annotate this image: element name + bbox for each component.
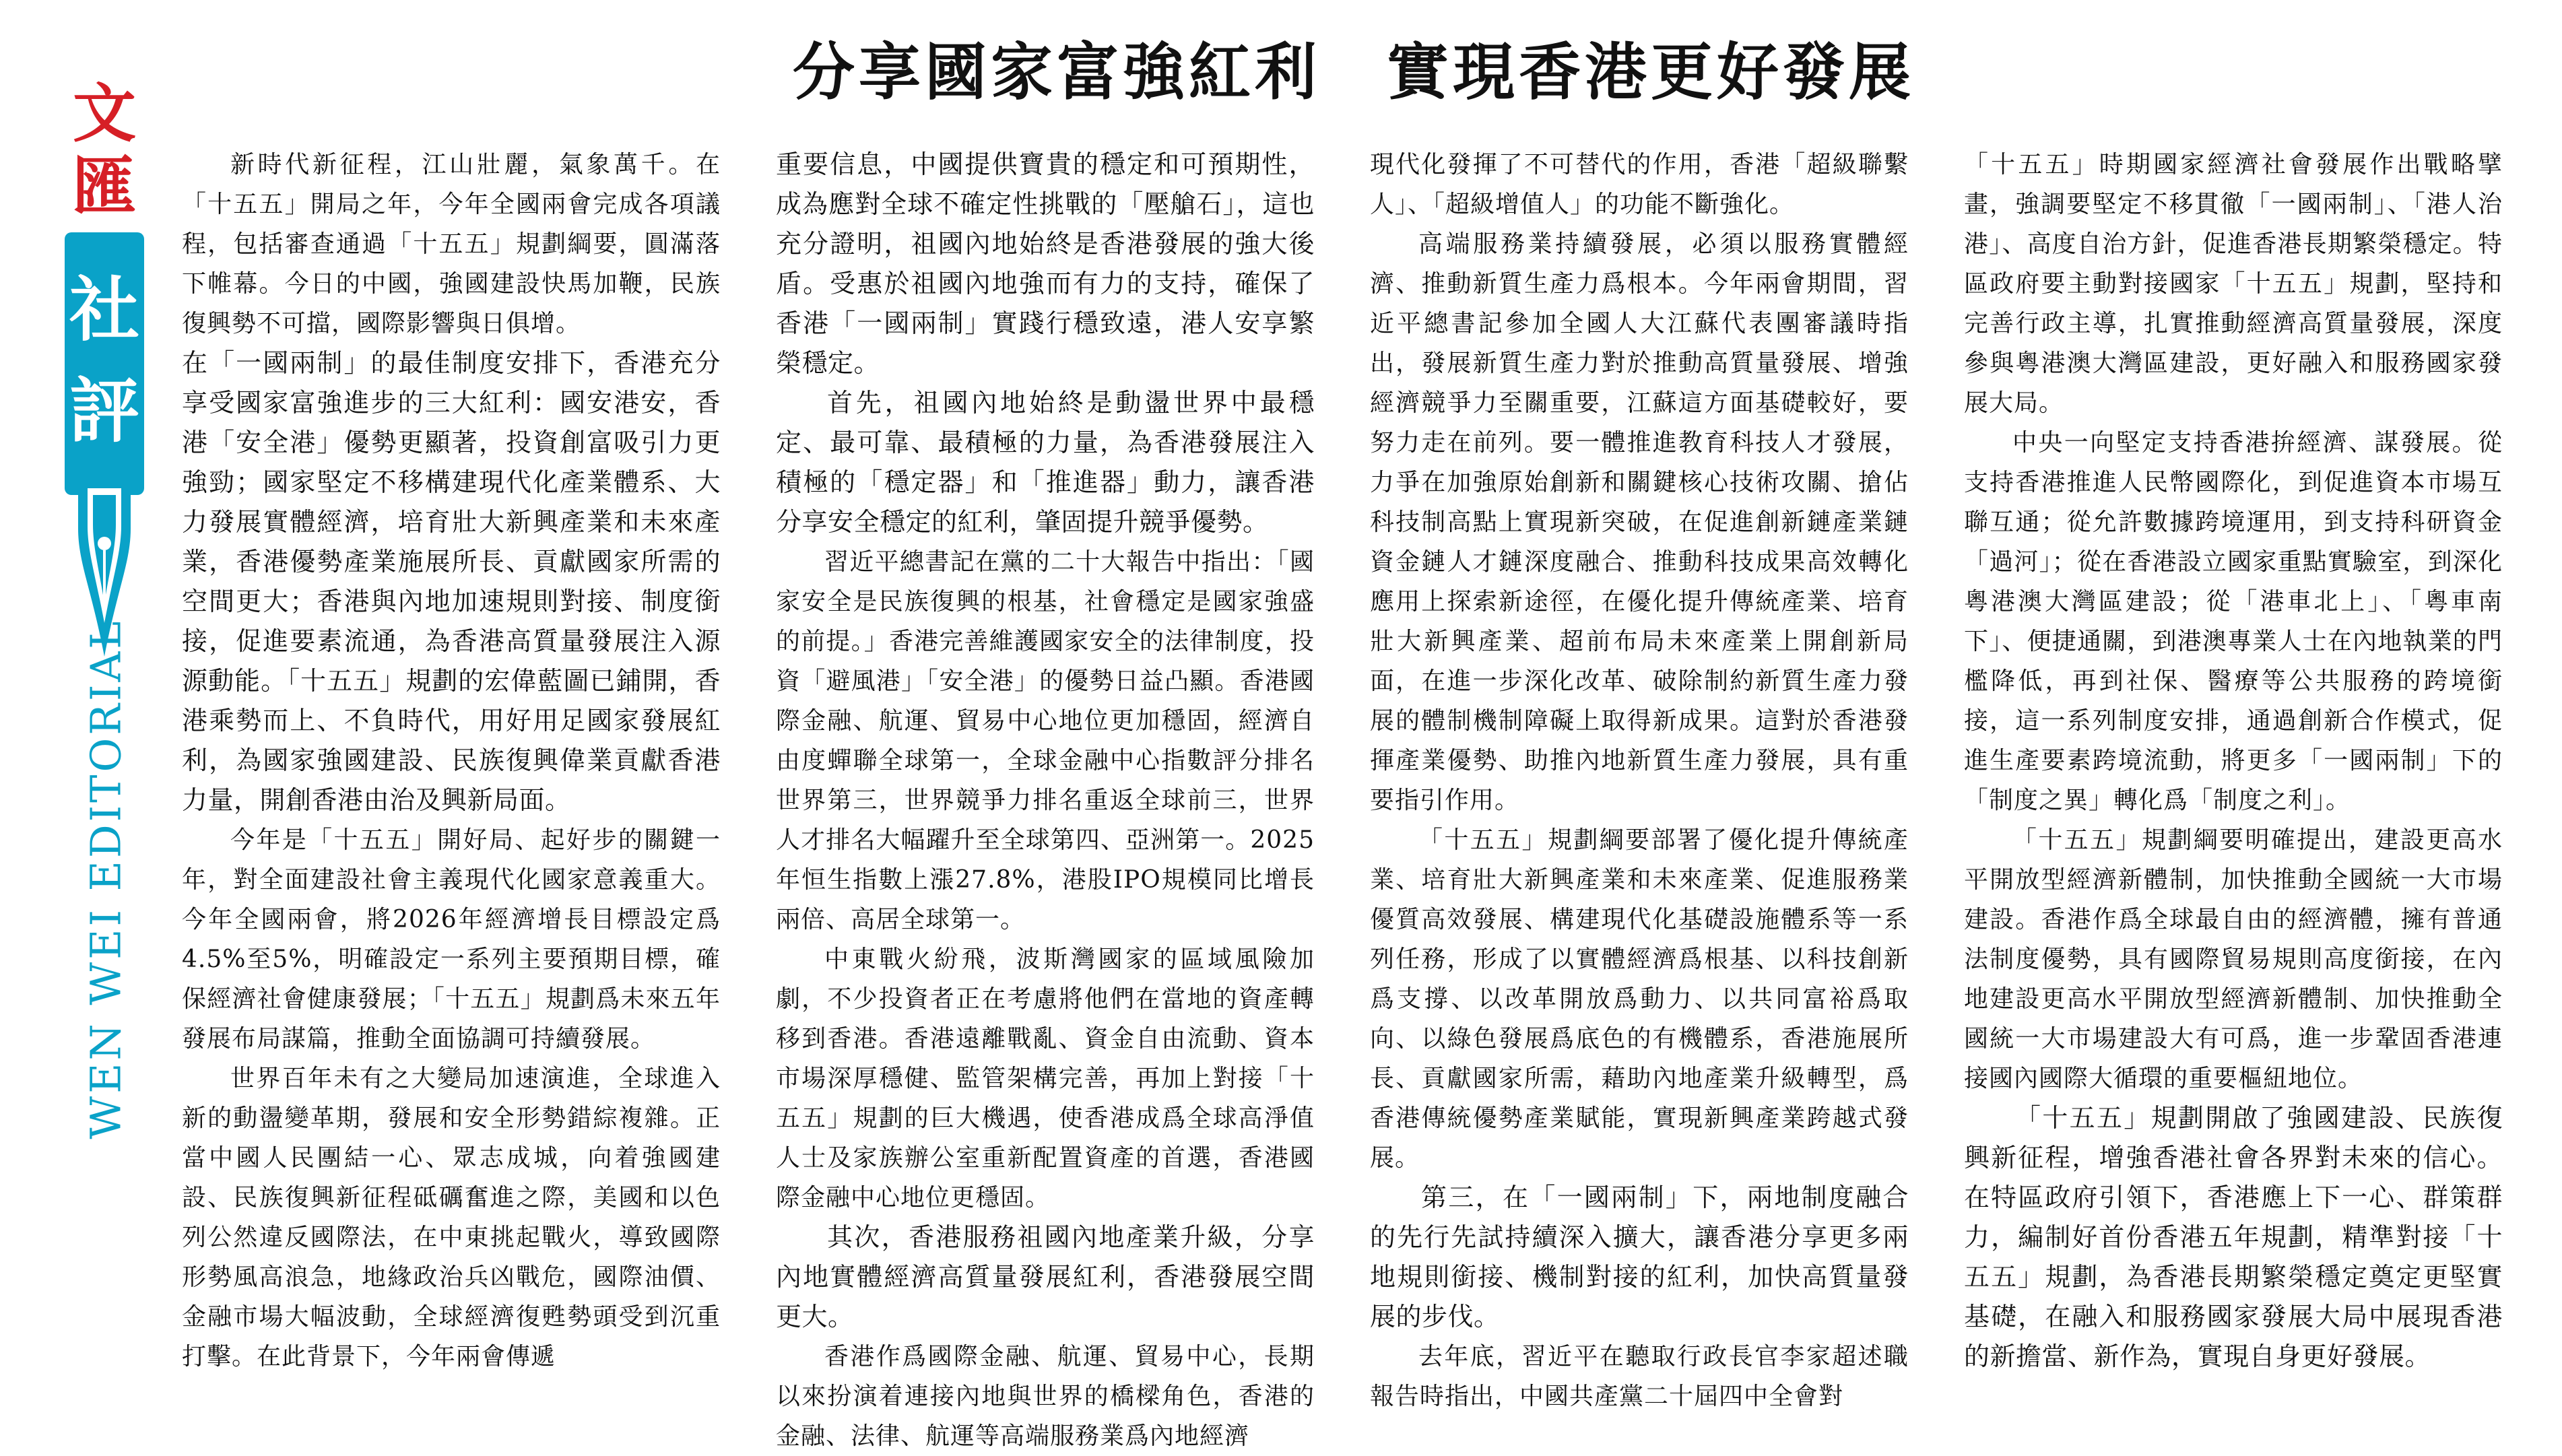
article-column-1 [182,145,721,1391]
article-paragraph: 世界百年未有之大變局加速演進，全球進入新的動盪變革期，發展和安全形勢錯綜複雜。正當中國人民團結一心、眾志成城，向着強國建設、民族復興新征程砥礪奮進之際，美國和以色列公然違反國際法，在中東挑起戰火，導致國際形勢風高浪急，地緣政治兵凶戰危，國際油價、金融市場大幅波動，全球經濟復甦勢頭受到沉重打擊。在此背景下，今年兩會傳遞 [182,1065,721,1370]
section-char: 社 [69,269,139,351]
article-column-2 [776,145,1315,1450]
page-title: 分享國家富強紅利 實現香港更好發展 [792,36,1915,108]
editorial-label-text: WEN WEI EDITORIAL [81,618,131,1139]
brand-char: 匯 [72,150,136,224]
brand-char: 文 [72,77,136,151]
article-paragraph: 現代化發揮了不可替代的作用，香港「超級聯繫人」、「超級增值人」的功能不斷強化。 [1370,151,1909,218]
article-paragraph: 其次，香港服務祖國內地產業升級，分享內地實體經濟高質量發展紅利，香港發展空間更大。 [776,1222,1315,1331]
article-paragraph: 去年底，習近平在聽取行政長官李家超述職報告時指出，中國共產黨二十屆四中全會對 [1370,1343,1909,1410]
editorial-sidebar [54,64,155,1139]
article-paragraph: 中央一向堅定支持香港拚經濟、謀發展。從支持香港推進人民幣國際化，到促進資本市場互聯互通；從允許數據跨境運用，到支持科研資金「過河」；從在香港設立國家重點實驗室，到深化粵港澳大灣區建設；從「港車北上」、「粵車南下」、便捷通關，到港澳專業人士在內地執業的門檻降低，再到社保、醫療等公共服務的跨境銜接，這一系列制度安排，通過創新合作模式，促進生產要素跨境流動，將更多「一國兩制」下的「制度之異」轉化爲「制度之利」。 [1964,429,2503,814]
article-paragraph: 中東戰火紛飛，波斯灣國家的區域風險加劇，不少投資者正在考慮將他們在當地的資產轉移到香港。香港遠離戰亂、資金自由流動、資本市場深厚穩健、監管架構完善，再加上對接「十五五」規劃的巨大機遇，使香港成爲全球高淨值人士及家族辦公室重新配置資產的首選，香港國際金融中心地位更穩固。 [776,946,1315,1212]
article-paragraph: 習近平總書記在黨的二十大報告中指出：「國家安全是民族復興的根基，社會穩定是國家強盛的前提。」香港完善維護國家安全的法律制度，投資「避風港」「安全港」的優勢日益凸顯。香港國際金融、航運、貿易中心地位更加穩固，經濟自由度蟬聯全球第一，全球金融中心指數評分排名世界第三，世界競爭力排名重返全球前三，世界人才排名大幅躍升至全球第四、亞洲第一。2025年恒生指數上漲27.8%，港股IPO規模同比增長兩倍、高居全球第一。 [776,548,1315,933]
article-paragraph: 「十五五」時期國家經濟社會發展作出戰略擘畫，強調要堅定不移貫徹「一國兩制」、「港人治港」、高度自治方針，促進香港長期繁榮穩定。特區政府要主動對接國家「十五五」規劃，堅持和完善行政主導，扎實推動經濟高質量發展，深度參與粵港澳大灣區建設，更好融入和服務國家發展大局。 [1964,151,2503,417]
brand-logo [61,77,148,223]
article-column-4 [1964,145,2503,1391]
article-paragraph: 「十五五」規劃開啟了強國建設、民族復興新征程，增強香港社會各界對未來的信心。在特區政府引領下，香港應上下一心、群策群力，編制好首份香港五年規劃，精準對接「十五五」規劃，為香港長期繁榮穩定奠定更堅實基礎，在融入和服務國家發展大局中展現香港的新擔當、新作為，實現自身更好發展。 [1964,1103,2503,1371]
article-paragraph: 高端服務業持續發展，必須以服務實體經濟、推動新質生產力爲根本。今年兩會期間，習近平總書記參加全國人大江蘇代表團審議時指出，發展新質生產力對於推動高質量發展、增強經濟競爭力至關重要，江蘇這方面基礎較好，要努力走在前列。要一體推進教育科技人才發展，力爭在加強原始創新和關鍵核心技術攻關、搶佔科技制高點上實現新突破，在促進創新鏈產業鏈資金鏈人才鏈深度融合、推動科技成果高效轉化應用上探索新途徑，在優化提升傳統產業、培育壯大新興產業、超前布局未來產業上開創新局面，在進一步深化改革、破除制約新質生產力發展的體制機制障礙上取得新成果。這對於香港發揮產業優勢、助推內地新質生產力發展，具有重要指引作用。 [1370,230,1909,814]
article-paragraph: 「十五五」規劃綱要明確提出，建設更高水平開放型經濟新體制，加快推動全國統一大市場建設。香港作爲全球最自由的經濟體，擁有普通法制度優勢，具有國際貿易規則高度銜接，在內地建設更高水平開放型經濟新體制、加快推動全國統一大市場建設大有可爲，進一步鞏固香港連接國內國際大循環的重要樞紐地位。 [1964,826,2503,1092]
editorial-label [75,618,136,1139]
article-paragraph: 在「一國兩制」的最佳制度安排下，香港充分享受國家富強進步的三大紅利：國安港安，香港「安全港」優勢更顯著，投資創富吸引力更強勁；國家堅定不移構建現代化產業體系、大力發展實體經濟，培育壯大新興產業和未來產業，香港優勢產業施展所長、貢獻國家所需的空間更大；香港與內地加速規則對接、制度銜接，促進要素流通，為香港高質量發展注入源源動能。「十五五」規劃的宏偉藍圖已鋪開，香港乘勢而上、不負時代，用好用足國家發展紅利，為國家強國建設、民族復興偉業貢獻香港力量，開創香港由治及興新局面。 [182,348,721,815]
article-paragraph: 第三，在「一國兩制」下，兩地制度融合的先行先試持續深入擴大，讓香港分享更多兩地規則銜接、機制對接的紅利，加快高質量發展的步伐。 [1370,1183,1909,1331]
section-badge [65,232,144,495]
article-paragraph: 香港作爲國際金融、航運、貿易中心，長期以來扮演着連接內地與世界的橋樑角色，香港的金融、法律、航運等高端服務業爲內地經濟 [776,1343,1315,1450]
article-paragraph: 首先，祖國內地始終是動盪世界中最穩定、最可靠、最積極的力量，為香港發展注入積極的「穩定器」和「推進器」動力，讓香港分享安全穩定的紅利，肇固提升競爭優勢。 [776,388,1315,537]
article-paragraph: 「十五五」規劃綱要部署了優化提升傳統產業、培育壯大新興產業和未來產業、促進服務業優質高效發展、構建現代化基礎設施體系等一系列任務，形成了以實體經濟爲根基、以科技創新爲支撐、以改革開放爲動力、以共同富裕爲取向、以綠色發展爲底色的有機體系，香港施展所長、貢獻國家所需，藉助內地產業升級轉型，爲香港傳統優勢產業賦能，實現新興產業跨越式發展。 [1370,826,1909,1172]
article-column-3 [1370,145,1909,1410]
article-paragraph: 新時代新征程，江山壯麗，氣象萬千。在「十五五」開局之年，今年全國兩會完成各項議程，包括審查通過「十五五」規劃綱要，圓滿落下帷幕。今日的中國，強國建設快馬加鞭，民族復興勢不可擋，國際影響與日俱增。 [182,151,721,337]
section-char: 評 [69,370,139,452]
article-paragraph: 重要信息，中國提供寶貴的穩定和可預期性，成為應對全球不確定性挑戰的「壓艙石」，這也充分證明，祖國內地始終是香港發展的強大後盾。受惠於祖國內地強而有力的支持，確保了香港「一國兩制」實踐行穩致遠，港人安享繁榮穩定。 [776,150,1315,378]
article-paragraph: 今年是「十五五」開好局、起好步的關鍵一年，對全面建設社會主義現代化國家意義重大。今年全國兩會，將2026年經濟增長目標設定爲4.5%至5%，明確設定一系列主要預期目標，確保經濟社會健康發展；「十五五」規劃爲未來五年發展布局謀篇，推動全面協調可持續發展。 [182,826,721,1053]
